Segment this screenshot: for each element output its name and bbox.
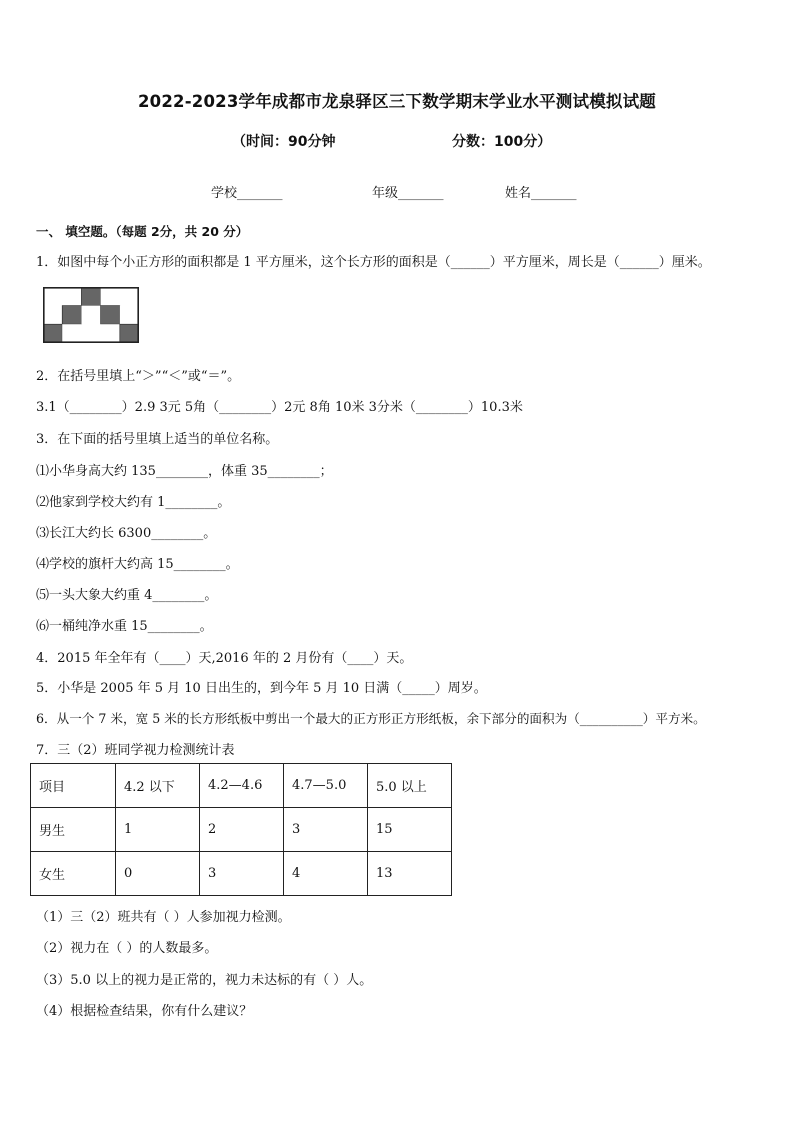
table-cell: 4.2—4.6 (200, 764, 284, 808)
q5-text: 5．小华是 2005 年 5 月 10 日出生的，到今年 5 月 10 日满（_____）周岁。 (36, 681, 487, 696)
q3-sub-4: ⑷学校的旗杆大约高 15________。 (36, 557, 239, 572)
table-cell: 4.2 以下 (116, 764, 200, 808)
q3-sub-6: ⑹一桶纯净水重 15________。 (36, 619, 213, 634)
blank-square (101, 287, 120, 306)
q7-sub-4: （4）根据检查结果，你有什么建议？ (36, 1004, 253, 1019)
table-cell: 5.0 以上 (368, 764, 452, 808)
blank-square (62, 287, 81, 306)
blank-square (43, 306, 62, 325)
q1-text: 1．如图中每个小正方形的面积都是 1 平方厘米，这个长方形的面积是（______）平方厘米，周长是（______）厘米。 (36, 255, 711, 270)
q2-text: 2．在括号里填上“＞”“＜”或“＝”。 (36, 369, 241, 384)
q3-text: 3．在下面的括号里填上适当的单位名称。 (36, 432, 279, 447)
name-field[interactable]: 姓名_______ (505, 186, 577, 201)
blank-square (62, 324, 81, 343)
table-header-row (31, 764, 452, 808)
shaded-square (81, 287, 100, 306)
table-cell: 3 (284, 808, 368, 852)
q4-text: 4．2015 年全年有（____）天,2016 年的 2 月份有（____）天。 (36, 651, 413, 666)
shaded-square (101, 306, 120, 325)
section1-heading: 一、 填空题。（每题 2分，共 20 分） (36, 224, 249, 239)
q2-items: 3.1（________）2.9 3元 5角（________）2元 8角 10米 3分米（________）10.3米 (36, 400, 523, 415)
school-field[interactable]: 学校_______ (211, 186, 283, 201)
table-cell: 15 (368, 808, 452, 852)
q7-text: 7．三（2）班同学视力检测统计表 (36, 743, 235, 758)
table-cell: 女生 (31, 852, 116, 896)
q3-sub-2: ⑵他家到学校大约有 1________。 (36, 495, 231, 510)
q3-sub-5: ⑸一头大象大约重 4________。 (36, 588, 218, 603)
table-cell: 4 (284, 852, 368, 896)
grid-squares (43, 287, 139, 343)
table-cell: 13 (368, 852, 452, 896)
blank-square (101, 324, 120, 343)
table-cell: 项目 (31, 764, 116, 808)
vision-table (30, 763, 452, 896)
table-row (31, 852, 452, 896)
q7-sub-3: （3）5.0 以上的视力是正常的，视力未达标的有（ ）人。 (36, 973, 373, 988)
grade-field[interactable]: 年级_______ (372, 186, 444, 201)
grid-figure (43, 287, 139, 343)
q7-sub-2: （2）视力在（ ）的人数最多。 (36, 941, 218, 956)
table-cell: 1 (116, 808, 200, 852)
blank-square (43, 287, 62, 306)
page-title: 2022-2023学年成都市龙泉驿区三下数学期末学业水平测试模拟试题 (138, 92, 656, 111)
q7-sub-1: （1）三（2）班共有（ ）人参加视力检测。 (36, 910, 291, 925)
table-row (31, 808, 452, 852)
table-cell: 0 (116, 852, 200, 896)
table-cell: 3 (200, 852, 284, 896)
shaded-square (43, 324, 62, 343)
table-cell: 4.7—5.0 (284, 764, 368, 808)
blank-square (81, 306, 100, 325)
q3-sub-1: ⑴小华身高大约 135________，体重 35________； (36, 464, 333, 479)
q3-sub-3: ⑶长江大约长 6300________。 (36, 526, 217, 541)
blank-square (120, 306, 139, 325)
shaded-square (62, 306, 81, 325)
blank-square (81, 324, 100, 343)
table-cell: 2 (200, 808, 284, 852)
table-cell: 男生 (31, 808, 116, 852)
q6-text: 6．从一个 7 米，宽 5 米的长方形纸板中剪出一个最大的正方形正方形纸板，余下部分的面积为（__________）平方米。 (36, 711, 706, 726)
shaded-square (120, 324, 139, 343)
exam-score: 分数：100分） (452, 134, 552, 150)
exam-time: （时间：90分钟 (232, 134, 336, 150)
blank-square (120, 287, 139, 306)
